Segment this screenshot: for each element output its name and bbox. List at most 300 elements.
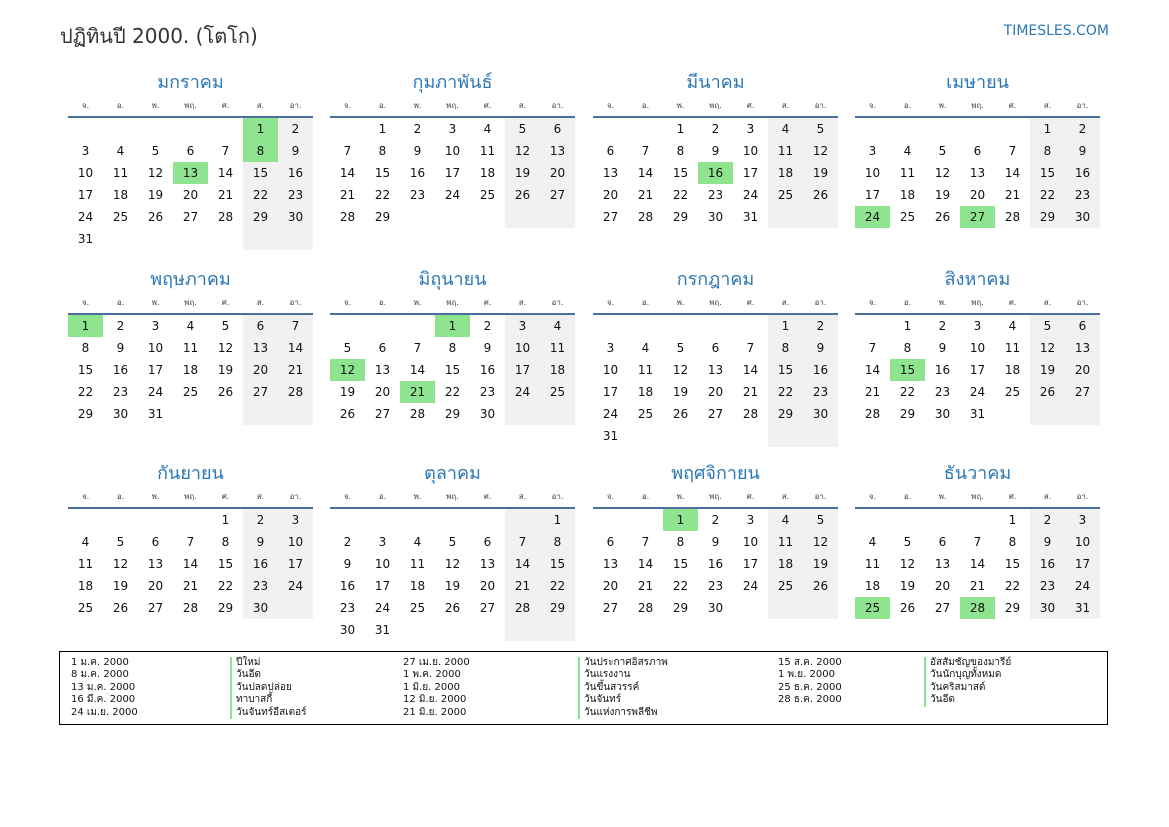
- day-cell[interactable]: 7: [186, 535, 195, 549]
- day-cell[interactable]: 7: [413, 341, 422, 355]
- day-cell[interactable]: 9: [711, 535, 720, 549]
- day-cell[interactable]: 8: [221, 535, 230, 549]
- day-cell[interactable]: 3: [278, 509, 313, 531]
- day-cell[interactable]: 26: [934, 210, 951, 224]
- day-cell[interactable]: 22: [672, 579, 689, 593]
- day-cell[interactable]: 1: [768, 315, 803, 337]
- day-cell[interactable]: 24: [855, 206, 890, 228]
- day-cell[interactable]: 23: [707, 188, 724, 202]
- day-cell[interactable]: 19: [803, 553, 838, 575]
- day-cell[interactable]: 2: [413, 122, 422, 136]
- day-cell[interactable]: 8: [81, 341, 90, 355]
- day-cell[interactable]: 18: [479, 166, 496, 180]
- day-cell[interactable]: 5: [803, 118, 838, 140]
- day-cell[interactable]: 23: [243, 575, 278, 597]
- day-cell[interactable]: 5: [1030, 315, 1065, 337]
- day-cell[interactable]: 28: [505, 597, 540, 619]
- day-cell[interactable]: 6: [378, 341, 387, 355]
- day-cell[interactable]: 25: [182, 385, 199, 399]
- day-cell[interactable]: 7: [505, 531, 540, 553]
- day-cell[interactable]: 28: [217, 210, 234, 224]
- day-cell[interactable]: 8: [448, 341, 457, 355]
- day-cell[interactable]: 4: [483, 122, 492, 136]
- day-cell[interactable]: 26: [803, 184, 838, 206]
- day-cell[interactable]: 12: [217, 341, 234, 355]
- day-cell[interactable]: 10: [278, 531, 313, 553]
- day-cell[interactable]: 14: [864, 363, 881, 377]
- day-cell[interactable]: 17: [77, 188, 94, 202]
- day-cell[interactable]: 24: [505, 381, 540, 403]
- day-cell[interactable]: 24: [77, 210, 94, 224]
- day-cell[interactable]: 23: [112, 385, 129, 399]
- day-cell[interactable]: 13: [479, 557, 496, 571]
- day-cell[interactable]: 10: [742, 535, 759, 549]
- day-cell[interactable]: 29: [243, 206, 278, 228]
- day-cell[interactable]: 19: [1030, 359, 1065, 381]
- day-cell[interactable]: 30: [1065, 206, 1100, 228]
- day-cell[interactable]: 24: [147, 385, 164, 399]
- day-cell[interactable]: 7: [868, 341, 877, 355]
- day-cell[interactable]: 15: [768, 359, 803, 381]
- day-cell[interactable]: 17: [1065, 553, 1100, 575]
- day-cell[interactable]: 18: [899, 188, 916, 202]
- day-cell[interactable]: 14: [742, 363, 759, 377]
- day-cell[interactable]: 29: [1030, 206, 1065, 228]
- day-cell[interactable]: 19: [672, 385, 689, 399]
- day-cell[interactable]: 30: [934, 407, 951, 421]
- day-cell[interactable]: 9: [1030, 531, 1065, 553]
- day-cell[interactable]: 23: [1030, 575, 1065, 597]
- day-cell[interactable]: 12: [1030, 337, 1065, 359]
- day-cell[interactable]: 20: [243, 359, 278, 381]
- day-cell[interactable]: 5: [343, 341, 352, 355]
- day-cell[interactable]: 24: [969, 385, 986, 399]
- day-cell[interactable]: 1: [676, 122, 685, 136]
- day-cell[interactable]: 12: [112, 557, 129, 571]
- day-cell[interactable]: 24: [1065, 575, 1100, 597]
- day-cell[interactable]: 13: [707, 363, 724, 377]
- day-cell[interactable]: 22: [444, 385, 461, 399]
- day-cell[interactable]: 8: [676, 535, 685, 549]
- day-cell[interactable]: 17: [505, 359, 540, 381]
- day-cell[interactable]: 4: [81, 535, 90, 549]
- day-cell[interactable]: 29: [540, 597, 575, 619]
- day-cell[interactable]: 21: [1004, 188, 1021, 202]
- site-link[interactable]: TIMESLES.COM: [1003, 23, 1109, 39]
- day-cell[interactable]: 19: [444, 579, 461, 593]
- day-cell[interactable]: 19: [803, 162, 838, 184]
- day-cell[interactable]: 11: [112, 166, 129, 180]
- day-cell[interactable]: 28: [278, 381, 313, 403]
- day-cell[interactable]: 15: [444, 363, 461, 377]
- day-cell[interactable]: 20: [374, 385, 391, 399]
- day-cell[interactable]: 10: [742, 144, 759, 158]
- day-cell[interactable]: 22: [540, 575, 575, 597]
- day-cell[interactable]: 16: [934, 363, 951, 377]
- day-cell[interactable]: 12: [330, 359, 365, 381]
- day-cell[interactable]: 29: [899, 407, 916, 421]
- day-cell[interactable]: 27: [374, 407, 391, 421]
- day-cell[interactable]: 4: [413, 535, 422, 549]
- day-cell[interactable]: 7: [278, 315, 313, 337]
- day-cell[interactable]: 15: [374, 166, 391, 180]
- day-cell[interactable]: 7: [641, 535, 650, 549]
- day-cell[interactable]: 16: [479, 363, 496, 377]
- day-cell[interactable]: 22: [899, 385, 916, 399]
- day-cell[interactable]: 8: [540, 531, 575, 553]
- day-cell[interactable]: 9: [803, 337, 838, 359]
- day-cell[interactable]: 13: [602, 557, 619, 571]
- day-cell[interactable]: 6: [1065, 315, 1100, 337]
- day-cell[interactable]: 9: [343, 557, 352, 571]
- day-cell[interactable]: 4: [768, 509, 803, 531]
- day-cell[interactable]: 10: [505, 337, 540, 359]
- day-cell[interactable]: 26: [112, 601, 129, 615]
- day-cell[interactable]: 1: [540, 509, 575, 531]
- day-cell[interactable]: 1: [435, 315, 470, 337]
- day-cell[interactable]: 29: [672, 210, 689, 224]
- day-cell[interactable]: 7: [221, 144, 230, 158]
- day-cell[interactable]: 2: [243, 509, 278, 531]
- day-cell[interactable]: 19: [899, 579, 916, 593]
- day-cell[interactable]: 24: [742, 188, 759, 202]
- day-cell[interactable]: 16: [278, 162, 313, 184]
- day-cell[interactable]: 5: [116, 535, 125, 549]
- day-cell[interactable]: 25: [77, 601, 94, 615]
- day-cell[interactable]: 8: [1030, 140, 1065, 162]
- day-cell[interactable]: 11: [768, 531, 803, 553]
- day-cell[interactable]: 2: [711, 513, 720, 527]
- day-cell[interactable]: 11: [1004, 341, 1021, 355]
- day-cell[interactable]: 18: [1004, 363, 1021, 377]
- day-cell[interactable]: 30: [707, 210, 724, 224]
- day-cell[interactable]: 14: [1004, 166, 1021, 180]
- day-cell[interactable]: 1: [663, 509, 698, 531]
- day-cell[interactable]: 18: [112, 188, 129, 202]
- day-cell[interactable]: 16: [339, 579, 356, 593]
- day-cell[interactable]: 28: [182, 601, 199, 615]
- day-cell[interactable]: 13: [540, 140, 575, 162]
- day-cell[interactable]: 3: [151, 319, 160, 333]
- day-cell[interactable]: 28: [742, 407, 759, 421]
- day-cell[interactable]: 15: [1030, 162, 1065, 184]
- day-cell[interactable]: 24: [602, 407, 619, 421]
- day-cell[interactable]: 14: [182, 557, 199, 571]
- day-cell[interactable]: 18: [409, 579, 426, 593]
- day-cell[interactable]: 26: [444, 601, 461, 615]
- day-cell[interactable]: 17: [278, 553, 313, 575]
- day-cell[interactable]: 2: [803, 315, 838, 337]
- day-cell[interactable]: 2: [1030, 509, 1065, 531]
- day-cell[interactable]: 20: [479, 579, 496, 593]
- day-cell[interactable]: 28: [339, 210, 356, 224]
- day-cell[interactable]: 8: [378, 144, 387, 158]
- day-cell[interactable]: 15: [890, 359, 925, 381]
- day-cell[interactable]: 27: [960, 206, 995, 228]
- day-cell[interactable]: 3: [378, 535, 387, 549]
- day-cell[interactable]: 31: [374, 623, 391, 637]
- day-cell[interactable]: 4: [1008, 319, 1017, 333]
- day-cell[interactable]: 8: [243, 140, 278, 162]
- day-cell[interactable]: 6: [938, 535, 947, 549]
- day-cell[interactable]: 31: [1065, 597, 1100, 619]
- day-cell[interactable]: 25: [768, 575, 803, 597]
- day-cell[interactable]: 11: [637, 363, 654, 377]
- day-cell[interactable]: 7: [343, 144, 352, 158]
- day-cell[interactable]: 11: [479, 144, 496, 158]
- day-cell[interactable]: 1: [1008, 513, 1017, 527]
- day-cell[interactable]: 14: [339, 166, 356, 180]
- day-cell[interactable]: 25: [1004, 385, 1021, 399]
- day-cell[interactable]: 9: [278, 140, 313, 162]
- day-cell[interactable]: 9: [413, 144, 422, 158]
- day-cell[interactable]: 23: [1065, 184, 1100, 206]
- day-cell[interactable]: 6: [973, 144, 982, 158]
- day-cell[interactable]: 26: [147, 210, 164, 224]
- day-cell[interactable]: 30: [339, 623, 356, 637]
- day-cell[interactable]: 18: [77, 579, 94, 593]
- day-cell[interactable]: 7: [1008, 144, 1017, 158]
- day-cell[interactable]: 25: [768, 184, 803, 206]
- day-cell[interactable]: 3: [973, 319, 982, 333]
- day-cell[interactable]: 20: [602, 188, 619, 202]
- day-cell[interactable]: 5: [505, 118, 540, 140]
- day-cell[interactable]: 17: [444, 166, 461, 180]
- day-cell[interactable]: 17: [374, 579, 391, 593]
- day-cell[interactable]: 4: [768, 118, 803, 140]
- day-cell[interactable]: 25: [479, 188, 496, 202]
- day-cell[interactable]: 7: [746, 341, 755, 355]
- day-cell[interactable]: 12: [803, 140, 838, 162]
- day-cell[interactable]: 27: [602, 601, 619, 615]
- day-cell[interactable]: 21: [742, 385, 759, 399]
- day-cell[interactable]: 19: [217, 363, 234, 377]
- day-cell[interactable]: 22: [672, 188, 689, 202]
- day-cell[interactable]: 25: [540, 381, 575, 403]
- day-cell[interactable]: 24: [444, 188, 461, 202]
- day-cell[interactable]: 28: [637, 210, 654, 224]
- day-cell[interactable]: 18: [637, 385, 654, 399]
- day-cell[interactable]: 4: [641, 341, 650, 355]
- day-cell[interactable]: 16: [1065, 162, 1100, 184]
- day-cell[interactable]: 25: [637, 407, 654, 421]
- day-cell[interactable]: 2: [483, 319, 492, 333]
- day-cell[interactable]: 18: [864, 579, 881, 593]
- day-cell[interactable]: 3: [746, 122, 755, 136]
- day-cell[interactable]: 13: [602, 166, 619, 180]
- day-cell[interactable]: 6: [606, 144, 615, 158]
- day-cell[interactable]: 13: [243, 337, 278, 359]
- day-cell[interactable]: 13: [934, 557, 951, 571]
- day-cell[interactable]: 19: [934, 188, 951, 202]
- day-cell[interactable]: 10: [77, 166, 94, 180]
- day-cell[interactable]: 1: [243, 118, 278, 140]
- day-cell[interactable]: 30: [112, 407, 129, 421]
- day-cell[interactable]: 21: [864, 385, 881, 399]
- day-cell[interactable]: 8: [903, 341, 912, 355]
- day-cell[interactable]: 30: [803, 403, 838, 425]
- day-cell[interactable]: 31: [602, 429, 619, 443]
- day-cell[interactable]: 6: [151, 535, 160, 549]
- day-cell[interactable]: 17: [147, 363, 164, 377]
- day-cell[interactable]: 9: [1065, 140, 1100, 162]
- day-cell[interactable]: 16: [243, 553, 278, 575]
- day-cell[interactable]: 14: [409, 363, 426, 377]
- day-cell[interactable]: 15: [672, 166, 689, 180]
- day-cell[interactable]: 26: [217, 385, 234, 399]
- day-cell[interactable]: 16: [409, 166, 426, 180]
- day-cell[interactable]: 31: [969, 407, 986, 421]
- day-cell[interactable]: 10: [969, 341, 986, 355]
- day-cell[interactable]: 27: [479, 601, 496, 615]
- day-cell[interactable]: 14: [637, 166, 654, 180]
- day-cell[interactable]: 1: [221, 513, 230, 527]
- day-cell[interactable]: 30: [1030, 597, 1065, 619]
- day-cell[interactable]: 13: [374, 363, 391, 377]
- day-cell[interactable]: 26: [1030, 381, 1065, 403]
- day-cell[interactable]: 23: [339, 601, 356, 615]
- day-cell[interactable]: 22: [217, 579, 234, 593]
- day-cell[interactable]: 19: [505, 162, 540, 184]
- day-cell[interactable]: 6: [606, 535, 615, 549]
- day-cell[interactable]: 15: [243, 162, 278, 184]
- day-cell[interactable]: 5: [221, 319, 230, 333]
- day-cell[interactable]: 3: [868, 144, 877, 158]
- day-cell[interactable]: 13: [173, 162, 208, 184]
- day-cell[interactable]: 5: [903, 535, 912, 549]
- day-cell[interactable]: 20: [707, 385, 724, 399]
- day-cell[interactable]: 20: [602, 579, 619, 593]
- day-cell[interactable]: 9: [711, 144, 720, 158]
- day-cell[interactable]: 3: [448, 122, 457, 136]
- day-cell[interactable]: 25: [409, 601, 426, 615]
- day-cell[interactable]: 19: [112, 579, 129, 593]
- day-cell[interactable]: 21: [217, 188, 234, 202]
- day-cell[interactable]: 4: [540, 315, 575, 337]
- day-cell[interactable]: 27: [707, 407, 724, 421]
- day-cell[interactable]: 22: [1030, 184, 1065, 206]
- day-cell[interactable]: 23: [803, 381, 838, 403]
- day-cell[interactable]: 9: [483, 341, 492, 355]
- day-cell[interactable]: 3: [606, 341, 615, 355]
- day-cell[interactable]: 4: [186, 319, 195, 333]
- day-cell[interactable]: 14: [505, 553, 540, 575]
- day-cell[interactable]: 29: [768, 403, 803, 425]
- day-cell[interactable]: 9: [938, 341, 947, 355]
- day-cell[interactable]: 22: [374, 188, 391, 202]
- day-cell[interactable]: 23: [479, 385, 496, 399]
- day-cell[interactable]: 29: [1004, 601, 1021, 615]
- day-cell[interactable]: 12: [899, 557, 916, 571]
- day-cell[interactable]: 11: [899, 166, 916, 180]
- day-cell[interactable]: 1: [378, 122, 387, 136]
- day-cell[interactable]: 14: [278, 337, 313, 359]
- day-cell[interactable]: 5: [676, 341, 685, 355]
- day-cell[interactable]: 4: [116, 144, 125, 158]
- day-cell[interactable]: 21: [339, 188, 356, 202]
- day-cell[interactable]: 24: [374, 601, 391, 615]
- day-cell[interactable]: 21: [637, 188, 654, 202]
- day-cell[interactable]: 13: [147, 557, 164, 571]
- day-cell[interactable]: 29: [672, 601, 689, 615]
- day-cell[interactable]: 10: [374, 557, 391, 571]
- day-cell[interactable]: 19: [147, 188, 164, 202]
- day-cell[interactable]: 12: [444, 557, 461, 571]
- day-cell[interactable]: 17: [969, 363, 986, 377]
- day-cell[interactable]: 10: [147, 341, 164, 355]
- day-cell[interactable]: 3: [1065, 509, 1100, 531]
- day-cell[interactable]: 1: [1030, 118, 1065, 140]
- day-cell[interactable]: 28: [960, 597, 995, 619]
- day-cell[interactable]: 28: [1004, 210, 1021, 224]
- day-cell[interactable]: 30: [707, 601, 724, 615]
- day-cell[interactable]: 25: [855, 597, 890, 619]
- day-cell[interactable]: 1: [68, 315, 103, 337]
- day-cell[interactable]: 25: [112, 210, 129, 224]
- day-cell[interactable]: 6: [540, 118, 575, 140]
- day-cell[interactable]: 12: [147, 166, 164, 180]
- day-cell[interactable]: 5: [803, 509, 838, 531]
- day-cell[interactable]: 17: [602, 385, 619, 399]
- day-cell[interactable]: 21: [400, 381, 435, 403]
- day-cell[interactable]: 27: [602, 210, 619, 224]
- day-cell[interactable]: 24: [742, 579, 759, 593]
- day-cell[interactable]: 25: [899, 210, 916, 224]
- day-cell[interactable]: 27: [934, 601, 951, 615]
- day-cell[interactable]: 2: [343, 535, 352, 549]
- day-cell[interactable]: 15: [540, 553, 575, 575]
- day-cell[interactable]: 2: [711, 122, 720, 136]
- day-cell[interactable]: 12: [505, 140, 540, 162]
- day-cell[interactable]: 3: [746, 513, 755, 527]
- day-cell[interactable]: 3: [505, 315, 540, 337]
- day-cell[interactable]: 27: [243, 381, 278, 403]
- day-cell[interactable]: 24: [278, 575, 313, 597]
- day-cell[interactable]: 14: [217, 166, 234, 180]
- day-cell[interactable]: 30: [479, 407, 496, 421]
- day-cell[interactable]: 17: [742, 166, 759, 180]
- day-cell[interactable]: 21: [637, 579, 654, 593]
- day-cell[interactable]: 5: [938, 144, 947, 158]
- day-cell[interactable]: 2: [116, 319, 125, 333]
- day-cell[interactable]: 5: [151, 144, 160, 158]
- day-cell[interactable]: 1: [903, 319, 912, 333]
- day-cell[interactable]: 18: [540, 359, 575, 381]
- day-cell[interactable]: 20: [147, 579, 164, 593]
- day-cell[interactable]: 10: [1065, 531, 1100, 553]
- day-cell[interactable]: 13: [969, 166, 986, 180]
- day-cell[interactable]: 20: [540, 162, 575, 184]
- day-cell[interactable]: 29: [444, 407, 461, 421]
- day-cell[interactable]: 14: [969, 557, 986, 571]
- day-cell[interactable]: 16: [707, 557, 724, 571]
- day-cell[interactable]: 6: [243, 315, 278, 337]
- day-cell[interactable]: 27: [147, 601, 164, 615]
- day-cell[interactable]: 8: [676, 144, 685, 158]
- day-cell[interactable]: 17: [742, 557, 759, 571]
- day-cell[interactable]: 29: [217, 601, 234, 615]
- day-cell[interactable]: 20: [969, 188, 986, 202]
- day-cell[interactable]: 27: [540, 184, 575, 206]
- day-cell[interactable]: 10: [864, 166, 881, 180]
- day-cell[interactable]: 23: [278, 184, 313, 206]
- day-cell[interactable]: 21: [278, 359, 313, 381]
- day-cell[interactable]: 23: [409, 188, 426, 202]
- day-cell[interactable]: 22: [768, 381, 803, 403]
- day-cell[interactable]: 27: [1065, 381, 1100, 403]
- day-cell[interactable]: 22: [243, 184, 278, 206]
- day-cell[interactable]: 23: [707, 579, 724, 593]
